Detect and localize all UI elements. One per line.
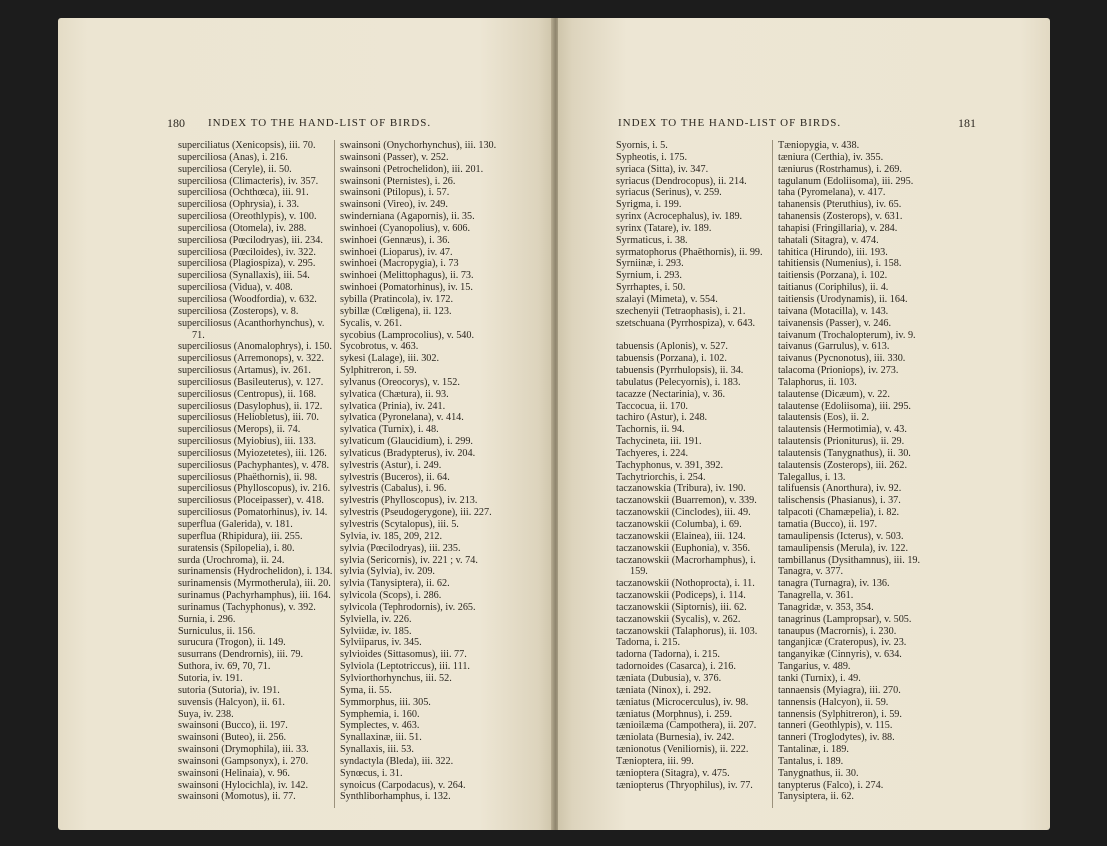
index-entry: swinhoei (Macropygia), i. 73 bbox=[340, 258, 459, 270]
index-entry: tæniata (Ninox), i. 292. bbox=[616, 684, 712, 696]
index-entry: sylvicola (Scops), i. 286. bbox=[340, 590, 442, 602]
index-entry: Sylviorthorhynchus, iii. 52. bbox=[340, 672, 452, 684]
index-entry: swinhoei (Cyanopolius), v. 606. bbox=[340, 222, 471, 234]
index-entry: superciliosus (Basileuterus), v. 127. bbox=[178, 376, 324, 388]
index-entry: swainsoni (Petrochelidon), iii. 201. bbox=[340, 163, 484, 175]
index-entry: talautensis (Hermotimia), v. 43. bbox=[778, 424, 907, 436]
left-page-number: 180 bbox=[167, 116, 185, 130]
index-entry: taitiensis (Porzana), i. 102. bbox=[778, 270, 888, 282]
index-entry: tahapisi (Fringillaria), v. 284. bbox=[778, 222, 898, 234]
index-entry: Tachornis, ii. 94. bbox=[616, 424, 685, 436]
index-entry: tanneri (Troglodytes), iv. 88. bbox=[778, 732, 895, 744]
index-entry: sylvia (Pœcilodryas), iii. 235. bbox=[340, 542, 461, 554]
index-entry: swainsoni (Bucco), ii. 197. bbox=[178, 720, 288, 732]
index-entry: sylvatica (Pyronelana), v. 414. bbox=[340, 412, 464, 424]
index-entry: superciliosa (Ceryle), ii. 50. bbox=[178, 163, 292, 175]
index-entry bbox=[616, 330, 763, 342]
index-entry: Sycobrotus, v. 463. bbox=[340, 341, 419, 353]
index-entry: Tanagridæ, v. 353, 354. bbox=[778, 601, 874, 613]
index-entry: superciliosus (Ploceipasser), v. 418. bbox=[178, 495, 324, 507]
index-entry: superciliosa (Pœciloides), iv. 322. bbox=[178, 246, 316, 258]
index-entry: swainsoni (Pternistes), i. 26. bbox=[340, 175, 456, 187]
index-entry: talautensis (Prioniturus), ii. 29. bbox=[778, 436, 905, 448]
index-entry: superciliosa (Oreothlypis), v. 100. bbox=[178, 211, 317, 223]
index-entry: 71. bbox=[192, 329, 205, 341]
index-entry: talacoma (Prioniops), iv. 273. bbox=[778, 365, 899, 377]
index-entry: swainsoni (Passer), v. 252. bbox=[340, 151, 449, 163]
index-entry: superciliosus (Dasylophus), ii. 172. bbox=[178, 400, 323, 412]
index-entry: 159. bbox=[630, 566, 648, 578]
index-entry: tamaulipensis (Icterus), v. 503. bbox=[778, 530, 904, 542]
index-entry: superciliosa (Woodfordia), v. 632. bbox=[178, 293, 317, 305]
right-column-2 bbox=[778, 140, 920, 803]
index-entry: suvensis (Halcyon), ii. 61. bbox=[178, 696, 285, 708]
index-entry: syriaca (Sitta), iv. 347. bbox=[616, 163, 709, 175]
index-entry: Sylviella, iv. 226. bbox=[340, 613, 412, 625]
index-entry: superciliosa (Ophrysia), i. 33. bbox=[178, 199, 300, 211]
index-entry: Synœcus, i. 31. bbox=[340, 767, 403, 779]
index-entry: Suya, iv. 238. bbox=[178, 708, 234, 720]
index-entry: Sylviola (Leptotriccus), iii. 111. bbox=[340, 661, 470, 673]
index-entry: Syrnium, i. 293. bbox=[616, 270, 682, 282]
index-entry: sylvatica (Prinia), iv. 241. bbox=[340, 400, 446, 412]
index-entry: tæniurus (Rostrhamus), i. 269. bbox=[778, 163, 902, 175]
index-entry: tannaensis (Myiagra), iii. 270. bbox=[778, 684, 901, 696]
index-entry: tænioptera (Sitagra), v. 475. bbox=[616, 767, 730, 779]
index-entry: Synallaxinæ, iii. 51. bbox=[340, 732, 422, 744]
index-entry: tamatia (Bucco), ii. 197. bbox=[778, 519, 878, 530]
index-entry: Syrigma, i. 199. bbox=[616, 199, 682, 211]
index-entry: superciliosa (Climacteris), iv. 357. bbox=[178, 175, 319, 187]
index-entry: taczanowskii (Nothoprocta), i. 11. bbox=[616, 578, 755, 590]
index-entry: syrmatophorus (Phaëthornis), ii. 99. bbox=[616, 246, 763, 258]
book-spread bbox=[58, 18, 1050, 830]
index-entry: tænionotus (Veniliornis), ii. 222. bbox=[616, 744, 749, 756]
index-entry: taczanowskii (Cinclodes), iii. 49. bbox=[616, 507, 751, 519]
index-entry: tæniopterus (Thryophilus), iv. 77. bbox=[616, 779, 753, 791]
index-entry: superciliosa (Zosterops), v. 8. bbox=[178, 305, 299, 317]
column-rule bbox=[334, 140, 335, 808]
index-entry: Tanagra, v. 377. bbox=[778, 566, 844, 578]
left-column-1 bbox=[178, 140, 332, 803]
index-entry: szalayi (Mimeta), v. 554. bbox=[616, 293, 718, 305]
index-entry: superciliosus (Arremonops), v. 322. bbox=[178, 353, 324, 365]
index-entry: Sylphitreron, i. 59. bbox=[340, 365, 417, 377]
index-entry: superciliosa (Anas), i. 216. bbox=[178, 151, 288, 163]
index-entry: sylvestris (Phylloscopus), iv. 213. bbox=[340, 495, 478, 507]
index-entry: swainsoni (Ptilopus), i. 57. bbox=[340, 187, 450, 199]
index-entry: taczanowskii (Podiceps), i. 114. bbox=[616, 590, 746, 602]
index-entry: Surniculus, ii. 156. bbox=[178, 625, 256, 637]
index-entry: tahatali (Sitagra), v. 474. bbox=[778, 234, 879, 246]
index-entry: swainsoni (Drymophila), iii. 33. bbox=[178, 744, 309, 756]
index-entry: tanagra (Turnagra), iv. 136. bbox=[778, 578, 890, 590]
index-entry: Symplectes, v. 463. bbox=[340, 720, 420, 732]
index-entry: swainsoni (Momotus), ii. 77. bbox=[178, 791, 296, 803]
index-entry: Tantalus, i. 189. bbox=[778, 755, 844, 767]
index-entry: tæniura (Certhia), iv. 355. bbox=[778, 151, 884, 163]
index-entry: Surnia, i. 296. bbox=[178, 613, 236, 625]
index-entry: swainsoni (Gampsonyx), i. 270. bbox=[178, 755, 309, 767]
index-entry: superciliosus (Merops), ii. 74. bbox=[178, 424, 301, 436]
left-page bbox=[58, 18, 553, 830]
index-entry: superciliosa (Otomela), iv. 288. bbox=[178, 222, 307, 234]
index-entry: Tanysiptera, ii. 62. bbox=[778, 791, 854, 803]
index-entry: swainsoni (Vireo), iv. 249. bbox=[340, 199, 448, 211]
index-entry: tanypterus (Falco), i. 274. bbox=[778, 779, 884, 791]
index-entry: taczanowskii (Macrorhamphus), i. bbox=[616, 554, 756, 566]
column-rule bbox=[772, 140, 773, 808]
index-entry: swinderniana (Agapornis), ii. 35. bbox=[340, 211, 475, 223]
index-entry: swainsoni (Buteo), ii. 256. bbox=[178, 732, 287, 744]
index-entry: swainsoni (Onychorhynchus), iii. 130. bbox=[340, 140, 497, 151]
index-entry: Symmorphus, iii. 305. bbox=[340, 696, 431, 708]
index-entry: syriacus (Dendrocopus), ii. 214. bbox=[616, 175, 747, 187]
index-entry: syrinx (Tatare), iv. 189. bbox=[616, 222, 712, 234]
index-entry: Syornis, i. 5. bbox=[616, 140, 668, 151]
index-entry: sylvestris (Buceros), ii. 64. bbox=[340, 471, 450, 483]
index-entry: tanki (Turnix), i. 49. bbox=[778, 672, 861, 684]
index-entry: sylvaticus (Bradypterus), iv. 204. bbox=[340, 447, 476, 459]
index-entry: taivanum (Trochalopterum), iv. 9. bbox=[778, 329, 916, 341]
index-entry: sykesi (Lalage), iii. 302. bbox=[340, 353, 440, 365]
index-entry: taczanowskii (Columba), i. 69. bbox=[616, 519, 742, 530]
index-entry: tacazze (Nectarinia), v. 36. bbox=[616, 388, 726, 400]
index-entry: taczanowskii (Sycalis), v. 262. bbox=[616, 613, 741, 625]
index-entry: Tanagrella, v. 361. bbox=[778, 590, 854, 602]
index-entry: Syrniinæ, i. 293. bbox=[616, 258, 684, 270]
index-entry: Tachyeres, i. 224. bbox=[616, 447, 688, 459]
index-entry: superciliatus (Xenicopsis), iii. 70. bbox=[178, 140, 316, 151]
index-entry: swainsoni (Hylocichla), iv. 142. bbox=[178, 779, 309, 791]
index-entry: sylvatica (Chætura), ii. 93. bbox=[340, 388, 449, 400]
index-entry: superciliosus (Myiobius), iii. 133. bbox=[178, 436, 317, 448]
index-entry: Taccocua, ii. 170. bbox=[616, 400, 688, 412]
index-entry: syrinx (Acrocephalus), iv. 189. bbox=[616, 211, 743, 223]
index-entry: tadorna (Tadorna), i. 215. bbox=[616, 649, 720, 661]
index-entry: Symphemia, i. 160. bbox=[340, 708, 420, 720]
index-entry: tahitiensis (Numenius), i. 158. bbox=[778, 258, 902, 270]
index-entry: Sypheotis, i. 175. bbox=[616, 151, 688, 163]
index-entry: superciliosa (Plagiospiza), v. 295. bbox=[178, 258, 316, 270]
index-entry: Tænioptera, iii. 99. bbox=[616, 755, 694, 767]
index-entry: taczanowskii (Siptornis), iii. 62. bbox=[616, 601, 747, 613]
index-entry: sylvestris (Scytalopus), iii. 5. bbox=[340, 519, 459, 530]
index-entry: Tachycineta, iii. 191. bbox=[616, 436, 702, 448]
index-entry: sutoria (Sutoria), iv. 191. bbox=[178, 684, 280, 696]
index-entry: Sycalis, v. 261. bbox=[340, 317, 402, 329]
index-entry: surucura (Trogon), ii. 149. bbox=[178, 637, 286, 649]
index-entry: Syrrhaptes, i. 50. bbox=[616, 282, 686, 294]
index-entry: talautensis (Eos), ii. 2. bbox=[778, 412, 870, 424]
index-entry: superciliosa (Ochthœca), iii. 91. bbox=[178, 187, 309, 199]
index-entry: surinamus (Tachyphonus), v. 392. bbox=[178, 601, 316, 613]
index-entry: Tæniopygia, v. 438. bbox=[778, 140, 860, 151]
index-entry: Sutoria, iv. 191. bbox=[178, 672, 243, 684]
index-entry: sylvestris (Pseudogerygone), iii. 227. bbox=[340, 507, 492, 519]
index-entry: tabuensis (Porzana), i. 102. bbox=[616, 353, 727, 365]
index-entry: tanganyikæ (Cinnyris), v. 634. bbox=[778, 649, 902, 661]
index-entry: superflua (Rhipidura), iii. 255. bbox=[178, 530, 303, 542]
index-entry: syndactyla (Bleda), iii. 322. bbox=[340, 755, 454, 767]
index-entry: Sylviiparus, iv. 345. bbox=[340, 637, 422, 649]
index-entry: szechenyii (Tetraophasis), i. 21. bbox=[616, 305, 746, 317]
index-entry: superciliosa (Vidua), v. 408. bbox=[178, 282, 293, 294]
index-entry: swinhoei (Pomatorhinus), iv. 15. bbox=[340, 282, 473, 294]
index-entry: superflua (Galerida), v. 181. bbox=[178, 519, 293, 530]
index-entry: swinhoei (Lioparus), iv. 47. bbox=[340, 246, 453, 258]
index-entry: sylvia (Sericornis), iv. 221 ; v. 74. bbox=[340, 554, 478, 566]
index-entry: sylvestris (Cabalus), i. 96. bbox=[340, 483, 447, 495]
index-entry: Talegallus, i. 13. bbox=[778, 471, 846, 483]
index-entry: tannensis (Halcyon), ii. 59. bbox=[778, 696, 889, 708]
index-entry: Suthora, iv. 69, 70, 71. bbox=[178, 661, 271, 673]
index-entry: tahanensis (Zosterops), v. 631. bbox=[778, 211, 903, 223]
left-column-2 bbox=[340, 140, 496, 803]
index-entry: tagulanum (Edoliisoma), iii. 295. bbox=[778, 175, 914, 187]
right-running-title: INDEX TO THE HAND-LIST OF BIRDS. bbox=[618, 117, 842, 129]
index-entry: superciliosus (Centropus), ii. 168. bbox=[178, 388, 317, 400]
index-entry: Tachytriorchis, i. 254. bbox=[616, 471, 706, 483]
index-entry: Synthliborhamphus, i. 132. bbox=[340, 791, 451, 803]
index-entry: tabuensis (Aplonis), v. 527. bbox=[616, 341, 728, 353]
index-entry: superciliosus (Artamus), iv. 261. bbox=[178, 365, 311, 377]
index-entry: tabuensis (Pyrrhulopsis), ii. 34. bbox=[616, 365, 744, 377]
index-entry: tæniatus (Microcerculus), iv. 98. bbox=[616, 696, 749, 708]
index-entry: superciliosus (Myiozetetes), iii. 126. bbox=[178, 447, 327, 459]
index-entry: surinamensis (Hydrochelidon), i. 134. bbox=[178, 566, 333, 578]
index-entry: superciliosus (Heliobletus), iii. 70. bbox=[178, 412, 319, 424]
index-entry: Tangarius, v. 489. bbox=[778, 661, 851, 673]
index-entry: tahitica (Hirundo), iii. 193. bbox=[778, 246, 888, 258]
index-entry: sycobius (Lamprocolius), v. 540. bbox=[340, 329, 475, 341]
index-entry: superciliosa (Pœcilodryas), iii. 234. bbox=[178, 234, 323, 246]
index-entry: sylvicola (Tephrodornis), iv. 265. bbox=[340, 601, 476, 613]
index-entry: surinamensis (Myrmotherula), iii. 20. bbox=[178, 578, 331, 590]
index-entry: tachiro (Astur), i. 248. bbox=[616, 412, 708, 424]
index-entry: Syma, ii. 55. bbox=[340, 684, 392, 696]
index-entry: sylvanus (Oreocorys), v. 152. bbox=[340, 376, 460, 388]
index-entry: taivanus (Pycnonotus), iii. 330. bbox=[778, 353, 906, 365]
index-entry: Tantalinæ, i. 189. bbox=[778, 744, 849, 756]
index-entry: taczanowskii (Buarremon), v. 339. bbox=[616, 495, 757, 507]
index-entry: Sylvia, iv. 185, 209, 212. bbox=[340, 530, 443, 542]
index-entry: superciliosus (Acanthorhynchus), v. bbox=[178, 317, 325, 329]
left-running-title: INDEX TO THE HAND-LIST OF BIRDS. bbox=[208, 117, 432, 129]
index-entry: syriacus (Serinus), v. 259. bbox=[616, 187, 722, 199]
index-entry: sylvioides (Sittasomus), iii. 77. bbox=[340, 649, 467, 661]
right-page-number: 181 bbox=[958, 116, 976, 130]
index-entry: tæniolata (Burnesia), iv. 242. bbox=[616, 732, 735, 744]
index-entry: Sylviidæ, iv. 185. bbox=[340, 625, 412, 637]
index-entry: superciliosus (Anomalophrys), i. 150. bbox=[178, 341, 332, 353]
index-entry: taivana (Motacilla), v. 143. bbox=[778, 305, 889, 317]
index-entry: tanneri (Geothlypis), v. 115. bbox=[778, 720, 893, 732]
index-entry: susurrans (Dendrornis), iii. 79. bbox=[178, 649, 304, 661]
index-entry: swinhoei (Melittophagus), ii. 73. bbox=[340, 270, 474, 282]
index-entry: suratensis (Spilopelia), i. 80. bbox=[178, 542, 295, 554]
index-entry: tannensis (Sylphitreron), i. 59. bbox=[778, 708, 902, 720]
index-entry: tadornoides (Casarca), i. 216. bbox=[616, 661, 736, 673]
index-entry: surinamus (Pachyrhamphus), iii. 164. bbox=[178, 590, 331, 602]
index-entry: talifuensis (Anorthura), iv. 92. bbox=[778, 483, 902, 495]
index-entry: tamaulipensis (Merula), iv. 122. bbox=[778, 542, 909, 554]
index-entry: tænioilæma (Campothera), ii. 207. bbox=[616, 720, 757, 732]
index-entry: taczanowskii (Elainea), iii. 124. bbox=[616, 530, 746, 542]
index-entry: taczanowskii (Talaphorus), ii. 103. bbox=[616, 625, 758, 637]
index-entry: tanganjicæ (Crateropus), iv. 23. bbox=[778, 637, 907, 649]
right-column-1 bbox=[616, 140, 763, 791]
index-entry: superciliosus (Pachyphantes), v. 478. bbox=[178, 459, 329, 471]
index-entry: sylvia (Tanysiptera), ii. 62. bbox=[340, 578, 450, 590]
index-entry: tæniatus (Morphnus), i. 259. bbox=[616, 708, 733, 720]
index-entry: sylvestris (Astur), i. 249. bbox=[340, 459, 442, 471]
index-entry: taitiensis (Urodynamis), ii. 164. bbox=[778, 293, 908, 305]
index-entry: tambillanus (Dysithamnus), iii. 19. bbox=[778, 554, 921, 566]
index-entry: sybillæ (Cœligena), ii. 123. bbox=[340, 305, 452, 317]
index-entry: taczanowskii (Euphonia), v. 356. bbox=[616, 542, 751, 554]
index-entry: superciliosus (Phylloscopus), iv. 216. bbox=[178, 483, 331, 495]
index-entry: Synallaxis, iii. 53. bbox=[340, 744, 414, 756]
index-entry: swinhoei (Gennæus), i. 36. bbox=[340, 234, 450, 246]
index-entry: taivanensis (Passer), v. 246. bbox=[778, 317, 892, 329]
index-entry: talpacoti (Chamæpelia), i. 82. bbox=[778, 507, 900, 519]
index-entry: taivanus (Garrulus), v. 613. bbox=[778, 341, 890, 353]
index-entry: talautensis (Zosterops), iii. 262. bbox=[778, 459, 908, 471]
index-entry: tanaupus (Macrornis), i. 230. bbox=[778, 625, 897, 637]
index-entry: superciliosus (Pomatorhinus), iv. 14. bbox=[178, 507, 328, 519]
index-entry: taha (Pyromelana), v. 417. bbox=[778, 187, 886, 199]
index-entry: talautensis (Tanygnathus), ii. 30. bbox=[778, 447, 911, 459]
index-entry: Syrmaticus, i. 38. bbox=[616, 234, 688, 246]
index-entry: Tadorna, i. 215. bbox=[616, 637, 681, 649]
index-entry: talautense (Dicæum), v. 22. bbox=[778, 388, 890, 400]
index-entry: talautense (Edoliisoma), iii. 295. bbox=[778, 400, 911, 412]
index-entry: Tanygnathus, ii. 30. bbox=[778, 767, 859, 779]
index-entry: taczanowskia (Tribura), iv. 190. bbox=[616, 483, 746, 495]
index-entry: superciliosus (Phaëthornis), ii. 98. bbox=[178, 471, 318, 483]
index-entry: Talaphorus, ii. 103. bbox=[778, 376, 857, 388]
index-entry: swainsoni (Helinaia), v. 96. bbox=[178, 767, 290, 779]
index-entry: Tachyphonus, v. 391, 392. bbox=[616, 459, 723, 471]
index-entry: sylvaticum (Glaucidium), i. 299. bbox=[340, 436, 473, 448]
index-entry: sybilla (Pratincola), iv. 172. bbox=[340, 293, 454, 305]
index-entry: synoicus (Carpodacus), v. 264. bbox=[340, 779, 466, 791]
index-entry: sylvia (Sylvia), iv. 209. bbox=[340, 566, 435, 578]
index-entry: tahanensis (Pteruthius), iv. 65. bbox=[778, 199, 902, 211]
index-entry: tabulatus (Pelecyornis), i. 183. bbox=[616, 376, 741, 388]
right-page bbox=[558, 18, 1050, 830]
index-entry: tæniata (Dubusia), v. 376. bbox=[616, 672, 722, 684]
index-entry: sylvatica (Turnix), i. 48. bbox=[340, 424, 439, 436]
index-entry: surda (Urochroma), ii. 24. bbox=[178, 554, 285, 566]
index-entry: superciliosa (Synallaxis), iii. 54. bbox=[178, 270, 310, 282]
index-entry: szetschuana (Pyrrhospiza), v. 643. bbox=[616, 317, 756, 329]
index-entry: tanagrinus (Lampropsar), v. 505. bbox=[778, 613, 912, 625]
index-entry: talischensis (Phasianus), i. 37. bbox=[778, 495, 901, 507]
index-entry: taitianus (Coriphilus), ii. 4. bbox=[778, 282, 889, 294]
